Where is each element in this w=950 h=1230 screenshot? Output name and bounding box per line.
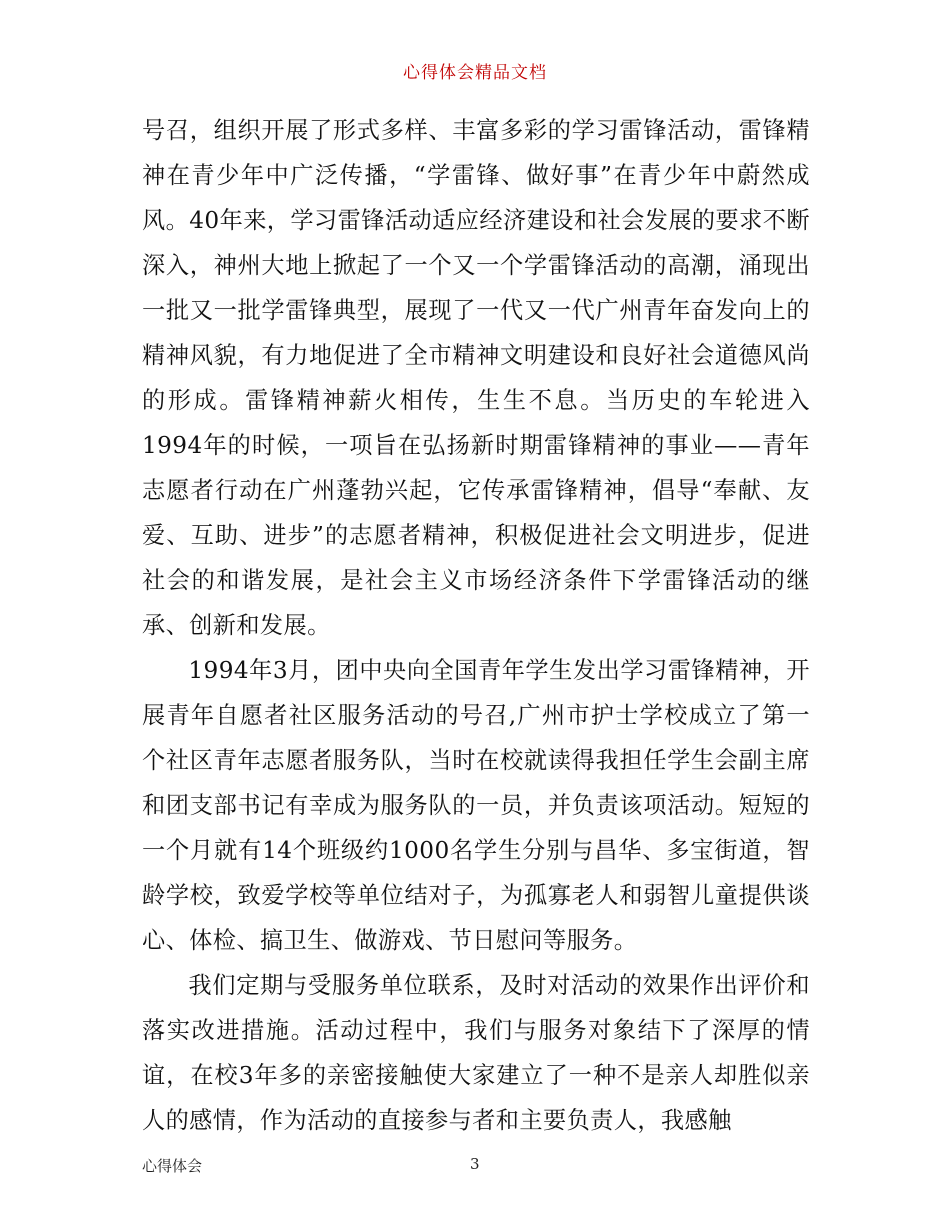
document-body bbox=[142, 108, 810, 1143]
paragraph-2: 1994年3月，团中央向全国青年学生发出学习雷锋精神，开展青年自愿者社区服务活动的号召,广州市护士学校成立了第一个社区青年志愿者服务队，当时在校就读得我担任学生会副主席和团支部书记有幸成为服务队的一员，并负责该项活动。短短的一个月就有14个班级约1000名学生分别与昌华、多宝街道，智龄学校，致爱学校等单位结对子，为孤寡老人和弱智儿童提供谈心、体检、搞卫生、做游戏、节日慰问等服务。 bbox=[142, 657, 810, 954]
page-number: 3 bbox=[470, 1155, 480, 1173]
page-footer bbox=[142, 1155, 810, 1179]
page-header-title: 心得体会精品文档 bbox=[403, 63, 547, 83]
paragraph-3: 我们定期与受服务单位联系，及时对活动的效果作出评价和落实改进措施。活动过程中，我们与服务对象结下了深厚的情谊，在校3年多的亲密接触使大家建立了一种不是亲人却胜似亲人的感情，作为活动的直接参与者和主要负责人，我感触 bbox=[142, 972, 810, 1134]
paragraph-1: 号召，组织开展了形式多样、丰富多彩的学习雷锋活动，雷锋精神在青少年中广泛传播，“学雷锋、做好事”在青少年中蔚然成风。40年来，学习雷锋活动适应经济建设和社会发展的要求不断深入，神州大地上掀起了一个又一个学雷锋活动的高潮，涌现出一批又一批学雷锋典型，展现了一代又一代广州青年奋发向上的精神风貌，有力地促进了全市精神文明建设和良好社会道德风尚的形成。雷锋精神薪火相传，生生不息。当历史的车轮进入1994年的时候，一项旨在弘扬新时期雷锋精神的事业——青年志愿者行动在广州蓬勃兴起，它传承雷锋精神，倡导“奉献、友爱、互助、进步”的志愿者精神，积极促进社会文明进步，促进社会的和谐发展，是社会主义市场经济条件下学雷锋活动的继承、创新和发展。 bbox=[142, 117, 810, 639]
footer-label: 心得体会 bbox=[142, 1157, 203, 1175]
